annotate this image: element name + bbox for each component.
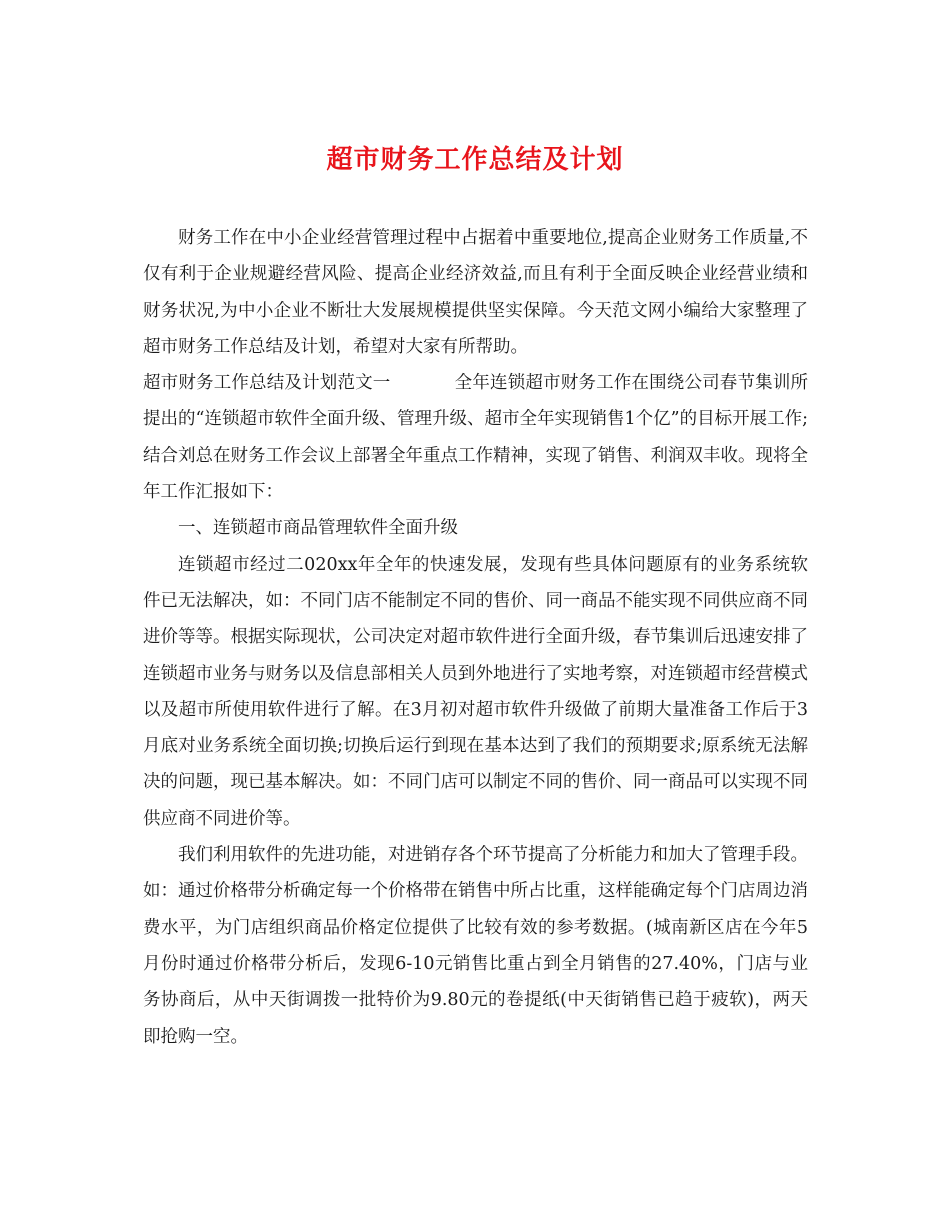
- sample-heading: 超市财务工作总结及计划范文一: [143, 373, 391, 394]
- document-body: [143, 220, 808, 1055]
- section-paragraph-1: 连锁超市经过二020xx年全年的快速发展，发现有些具体问题原有的业务系统软件已无法解决，如：不同门店不能制定不同的售价、同一商品不能实现不同供应商不同进价等等。根据实际现状，公司决定对超市软件进行全面升级，春节集训后迅速安排了连锁超市业务与财务以及信息部相关人员到外地进行了实地考察，对连锁超市经营模式以及超市所使用软件进行了解。在3月初对超市软件升级做了前期大量准备工作后于3月底对业务系统全面切换;切换后运行到现在基本达到了我们的预期要求;原系统无法解决的问题，现已基本解决。如：不同门店可以制定不同的售价、同一商品可以实现不同供应商不同进价等。: [143, 554, 808, 829]
- sample-body: 全年连锁超市财务工作在围绕公司春节集训所提出的“连锁超市软件全面升级、管理升级、超市全年实现销售1个亿”的目标开展工作;结合刘总在财务工作会议上部署全年重点工作精神，实现了销售、利润双丰收。现将全年工作汇报如下：: [143, 373, 809, 503]
- section-paragraph-2: 我们利用软件的先进功能，对进销存各个环节提高了分析能力和加大了管理手段。如：通过价格带分析确定每一个价格带在销售中所占比重，这样能确定每个门店周边消费水平，为门店组织商品价格定位提供了比较有效的参考数据。(城南新区店在今年5月份时通过价格带分析后，发现6-10元销售比重占到全月销售的27.40%，门店与业务协商后，从中天街调拨一批特价为9.80元的卷提纸(中天街销售已趋于疲软)，两天即抢购一空。: [143, 845, 808, 1047]
- sample-paragraph: [143, 365, 808, 510]
- intro-paragraph: 财务工作在中小企业经营管理过程中占据着中重要地位,提高企业财务工作质量,不仅有利于企业规避经营风险、提高企业经济效益,而且有利于全面反映企业经营业绩和财务状况,为中小企业不断壮大发展规模提供坚实保障。今天范文网小编给大家整理了超市财务工作总结及计划，希望对大家有所帮助。: [143, 228, 808, 357]
- document-title: 超市财务工作总结及计划: [326, 145, 624, 175]
- section-heading: 一、连锁超市商品管理软件全面升级: [178, 518, 458, 539]
